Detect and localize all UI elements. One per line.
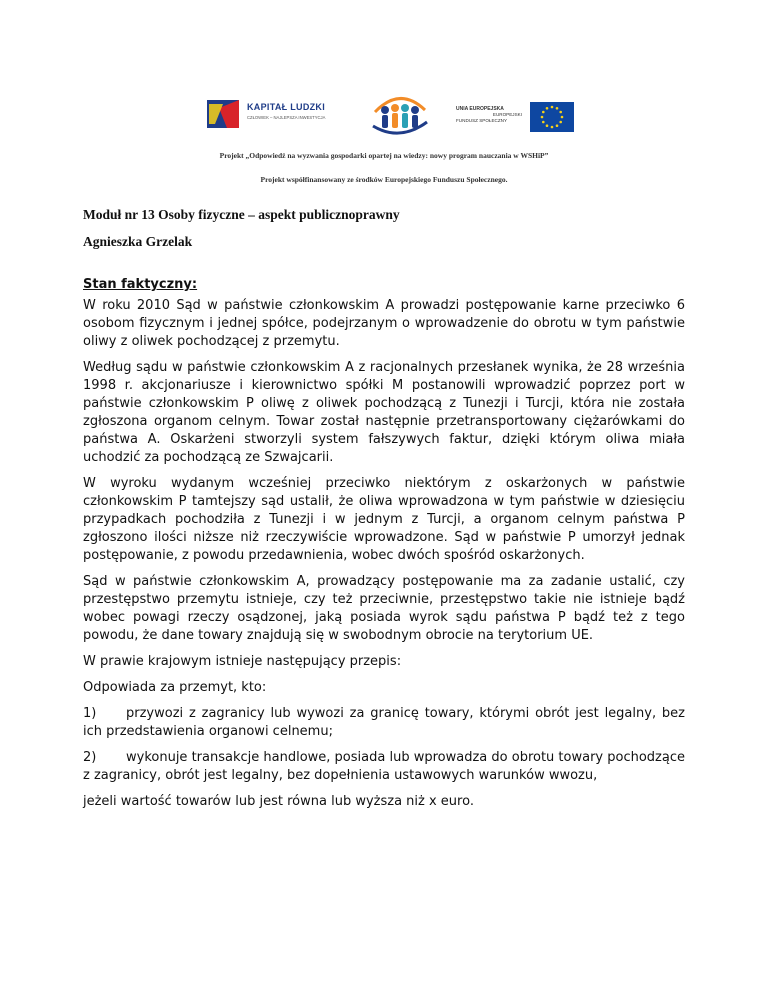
author-name: Agnieszka Grzelak	[83, 234, 193, 249]
project-funding-line: Projekt współfinansowany ze środków Europejskiego Funduszu Społecznego.	[260, 175, 508, 184]
kapital-ludzki-logo	[205, 96, 355, 136]
paragraph-5: W prawie krajowym istnieje następujący przepis:	[83, 654, 402, 669]
eu-text-logo	[456, 106, 526, 124]
kapital-ludzki-flag-icon	[205, 98, 241, 130]
people-group-logo-icon	[365, 92, 435, 140]
kapital-ludzki-subtitle: CZŁOWIEK – NAJLEPSZA INWESTYCJA	[247, 115, 326, 120]
paragraph-3: W wyroku wydanym wcześniej przeciwko niektórym z oskarżonych w państwie członkowskim P tamtejszy sąd ustalił, że oliwa wprowadzona w tym państwie w dziesięciu przypadkach pochodziła z Tunezji i w jednym z Turcji, a organom celnym państwa P zgłoszono ilości niższe niż rzeczywiście wprowadzone. Sąd w państwie P umorzył jednak postępowanie, z powodu przedawnienia, wobec dwóch spośród oskarżonych.	[83, 476, 685, 563]
module-title: Moduł nr 13 Osoby fizyczne – aspekt publicznoprawny	[83, 207, 400, 222]
paragraph-4: Sąd w państwie członkowskim A, prowadzący postępowanie ma za zadanie ustalić, czy przestępstwo przemytu istnieje, czy też przeciwnie, przestępstwo takie nie istnieje bądź wobec powagi rzeczy osądzonej, jaką posiada wyrok sądu państwa P bądź też z tego powodu, że dane towary znajdują się w swobodnym obrocie na terytorium UE.	[83, 574, 685, 643]
eu-flag-icon	[530, 102, 574, 132]
section-heading: Stan faktyczny:	[83, 277, 198, 292]
header-logos	[0, 92, 768, 152]
document-body	[83, 206, 685, 811]
closing-paragraph: jeżeli wartość towarów lub jest równa lub wyższa niż x euro.	[83, 794, 474, 809]
eu-line-1: UNIA EUROPEJSKA	[456, 106, 504, 112]
list-item-text: przywozi z zagranicy lub wywozi za granicę towary, którymi obrót jest legalny, bez ich przedstawienia organowi celnemu;	[83, 706, 685, 739]
list-item-number: 2)	[83, 750, 97, 765]
paragraph-1: W roku 2010 Sąd w państwie członkowskim A prowadzi postępowanie karne przeciwko 6 osobom fizycznym i jednej spółce, podejrzanym o wprowadzenie do obrotu w tym państwie oliwy z oliwek pochodzącej z przemytu.	[83, 298, 685, 349]
project-title-line: Projekt „Odpowiedź na wyzwania gospodarki opartej na wiedzy: nowy program nauczania w WSHiP”	[219, 151, 549, 160]
list-item-2	[83, 749, 685, 785]
paragraph-2: Według sądu w państwie członkowskim A z racjonalnych przesłanek wynika, że 28 września 1998 r. akcjonariusze i kierownictwo spółki M postanowili wprowadzić poprzez port w państwie członkowskim P oliwę z oliwek pochodzącą z Tunezji i Turcji, która nie została zgłoszona organom celnym. Towar został następnie przetransportowany ciężarówkami do państwa A. Oskarżeni stworzyli system fałszywych faktur, dzięki którym oliwa miała uchodzić za pochodzącą ze Szwajcarii.	[83, 360, 685, 465]
kapital-ludzki-title: KAPITAŁ LUDZKI	[247, 102, 326, 112]
list-item-text: wykonuje transakcje handlowe, posiada lub wprowadza do obrotu towary pochodzące z zagranicy, obrót jest legalny, bez dopełnienia ustawowych warunków wwozu,	[83, 750, 685, 783]
eu-line-2: EUROPEJSKI	[492, 112, 522, 117]
eu-line-3: FUNDUSZ SPOŁECZNY	[456, 118, 508, 123]
paragraph-6: Odpowiada za przemyt, kto:	[83, 680, 267, 695]
list-item-number: 1)	[83, 706, 97, 721]
list-item-1	[83, 705, 685, 741]
